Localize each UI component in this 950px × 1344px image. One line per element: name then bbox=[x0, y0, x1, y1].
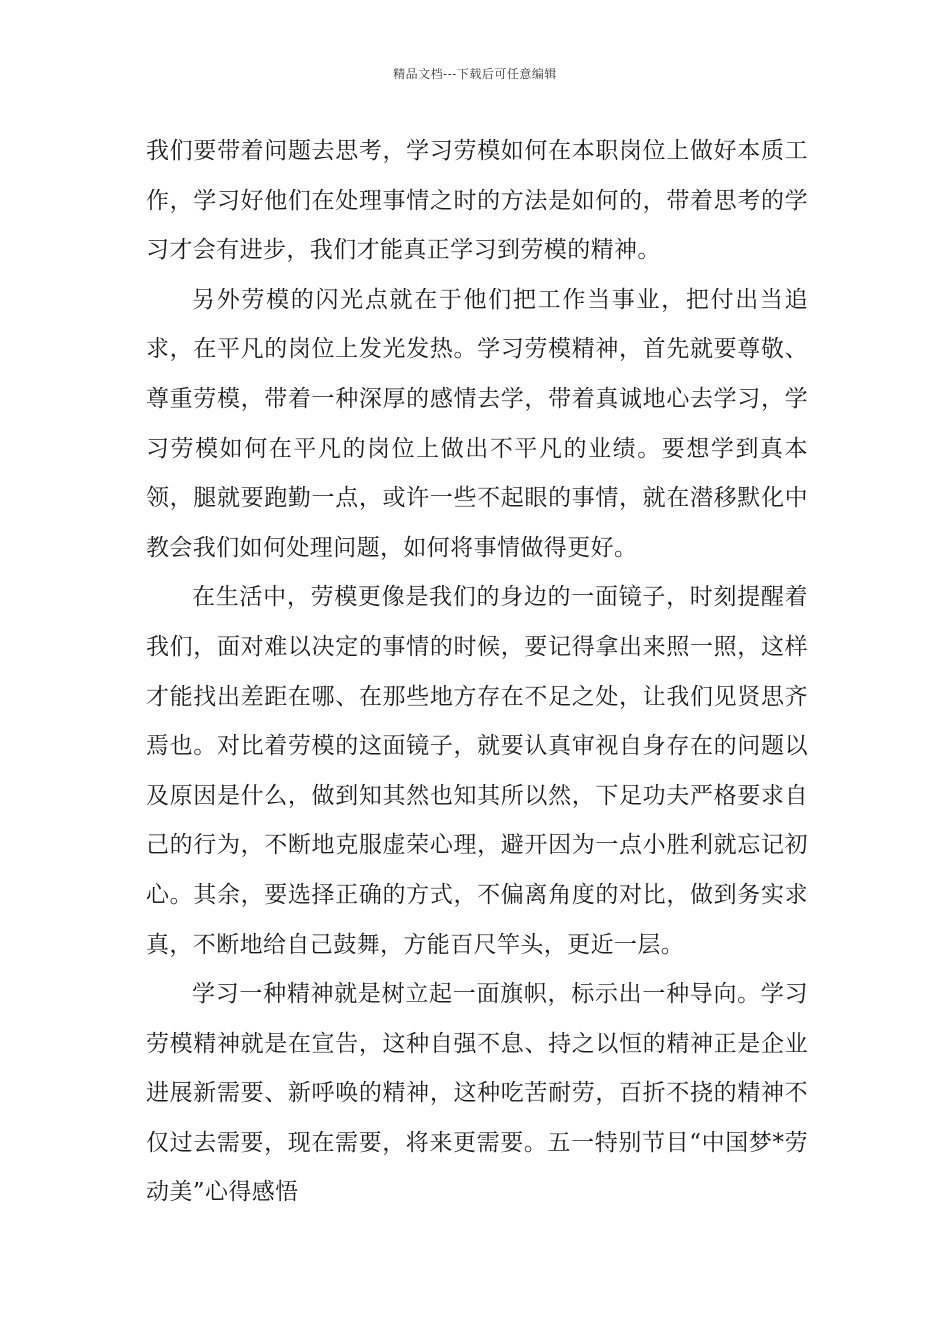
paragraph-4: 学习一种精神就是树立起一面旗帜，标示出一种导向。学习劳模精神就是在宣告，这种自强不息、持之以恒的精神正是企业进展新需要、新呼唤的精神，这种吃苦耐劳，百折不挠的精神不仅过去需要，现在需要，将来更需要。五一特别节目“中国梦*劳动美”心得感悟 bbox=[146, 981, 808, 1206]
paragraph-3: 在生活中，劳模更像是我们的身边的一面镜子，时刻提醒着我们，面对难以决定的事情的时候，要记得拿出来照一照，这样才能找出差距在哪、在那些地方存在不足之处，让我们见贤思齐焉也。对比着劳模的这面镜子，就要认真审视自身存在的问题以及原因是什么，做到知其然也知其所以然，下足功夫严格要求自己的行为，不断地克服虚荣心理，避开因为一点小胜利就忘记初心。其余，要选择正确的方式，不偏离角度的对比，做到务实求真，不断地给自己鼓舞，方能百尺竿头，更近一层。 bbox=[146, 584, 808, 958]
page-header: 精品文档---下载后可任意编辑 bbox=[393, 67, 557, 81]
paragraph-2: 另外劳模的闪光点就在于他们把工作当事业，把付出当追求，在平凡的岗位上发光发热。学习劳模精神，首先就要尊敬、尊重劳模，带着一种深厚的感情去学，带着真诚地心去学习，学习劳模如何在平凡的岗位上做出不平凡的业绩。要想学到真本领，腿就要跑勤一点，或许一些不起眼的事情，就在潜移默化中教会我们如何处理问题，如何将事情做得更好。 bbox=[146, 286, 808, 561]
document-body bbox=[146, 127, 808, 1218]
paragraph-1: 我们要带着问题去思考，学习劳模如何在本职岗位上做好本质工作，学习好他们在处理事情之时的方法是如何的，带着思考的学习才会有进步，我们才能真正学习到劳模的精神。 bbox=[146, 138, 808, 264]
